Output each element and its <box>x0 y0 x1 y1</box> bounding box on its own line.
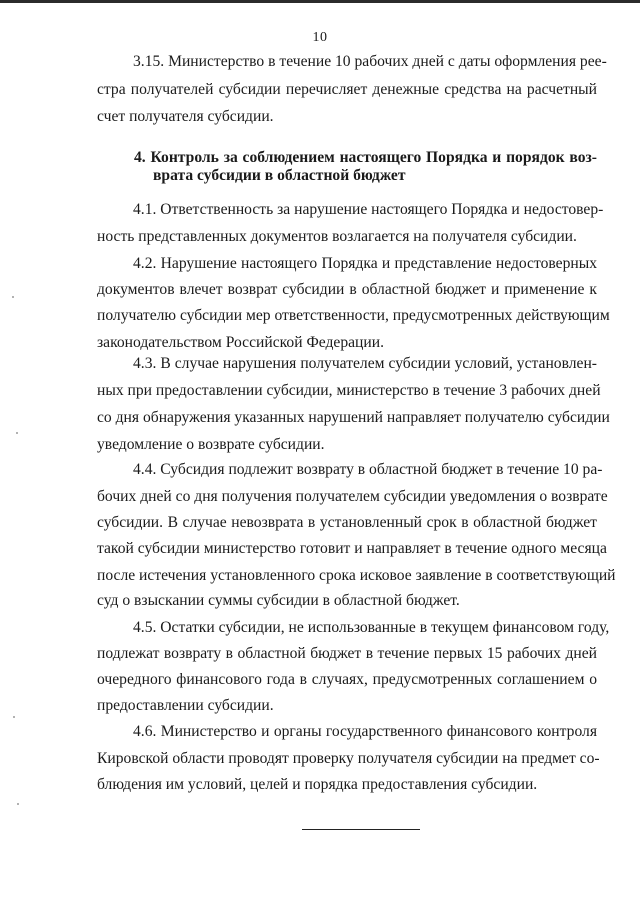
heading-line: 4. Контроль за соблюдением настоящего Порядка и порядок воз- <box>134 149 597 166</box>
scan-top-border <box>0 0 640 3</box>
text-line: субсидии. В случае невозврата в установленный срок в областной бюджет <box>97 514 597 531</box>
text-line: законодательством Российской Федерации. <box>97 334 384 351</box>
text-line: 4.1. Ответственность за нарушение настоящего Порядка и недостовер- <box>133 201 604 218</box>
text-line: 4.6. Министерство и органы государственного финансового контроля <box>133 723 597 740</box>
text-line: получателю субсидии мер ответственности, предусмотренных действующим <box>97 307 610 324</box>
scan-speck <box>13 716 15 718</box>
text-line: суд о взыскании суммы субсидии в областной бюджет. <box>97 592 460 609</box>
page-number: 10 <box>312 30 328 45</box>
text-line: ных при предоставлении субсидии, министерство в течение 3 рабочих дней <box>97 382 601 399</box>
text-line: уведомление о возврате субсидии. <box>97 436 325 453</box>
scan-speck <box>17 803 19 805</box>
text-line: стра получателей субсидии перечисляет денежные средства на расчетный <box>97 81 597 98</box>
text-line: 4.4. Субсидия подлежит возврату в областной бюджет в течение 10 ра- <box>133 461 603 478</box>
text-line: бочих дней со дня получения получателем субсидии уведомления о возврате <box>97 488 608 505</box>
text-line: 3.15. Министерство в течение 10 рабочих дней с даты оформления рее- <box>133 53 607 70</box>
text-line: со дня обнаружения указанных нарушений направляет получателю субсидии <box>97 409 610 426</box>
text-line: Кировской области проводят проверку получателя субсидии на предмет со- <box>97 750 600 767</box>
text-line: подлежат возврату в областной бюджет в течение первых 15 рабочих дней <box>97 645 597 662</box>
text-line: 4.3. В случае нарушения получателем субсидии условий, установлен- <box>133 355 597 372</box>
text-line: 4.5. Остатки субсидии, не использованные в текущем финансовом году, <box>133 619 610 636</box>
text-line: блюдения им условий, целей и порядка предоставления субсидии. <box>97 776 538 793</box>
text-line: счет получателя субсидии. <box>97 108 274 125</box>
closing-rule <box>302 829 420 830</box>
text-line: 4.2. Нарушение настоящего Порядка и представление недостоверных <box>133 255 597 272</box>
text-line: такой субсидии министерство готовит и направляет в течение одного месяца <box>97 540 607 557</box>
text-line: после истечения установленного срока исковое заявление в соответствующий <box>97 567 616 584</box>
heading-line: врата субсидии в областной бюджет <box>153 167 406 184</box>
text-line: очередного финансового года в случаях, предусмотренных соглашением о <box>97 671 597 688</box>
text-line: предоставлении субсидии. <box>97 697 274 714</box>
scan-speck <box>16 432 18 434</box>
scan-speck <box>12 296 14 298</box>
text-line: документов влечет возврат субсидии в областной бюджет и применение к <box>97 281 597 298</box>
text-line: ность представленных документов возлагается на получателя субсидии. <box>97 228 577 245</box>
